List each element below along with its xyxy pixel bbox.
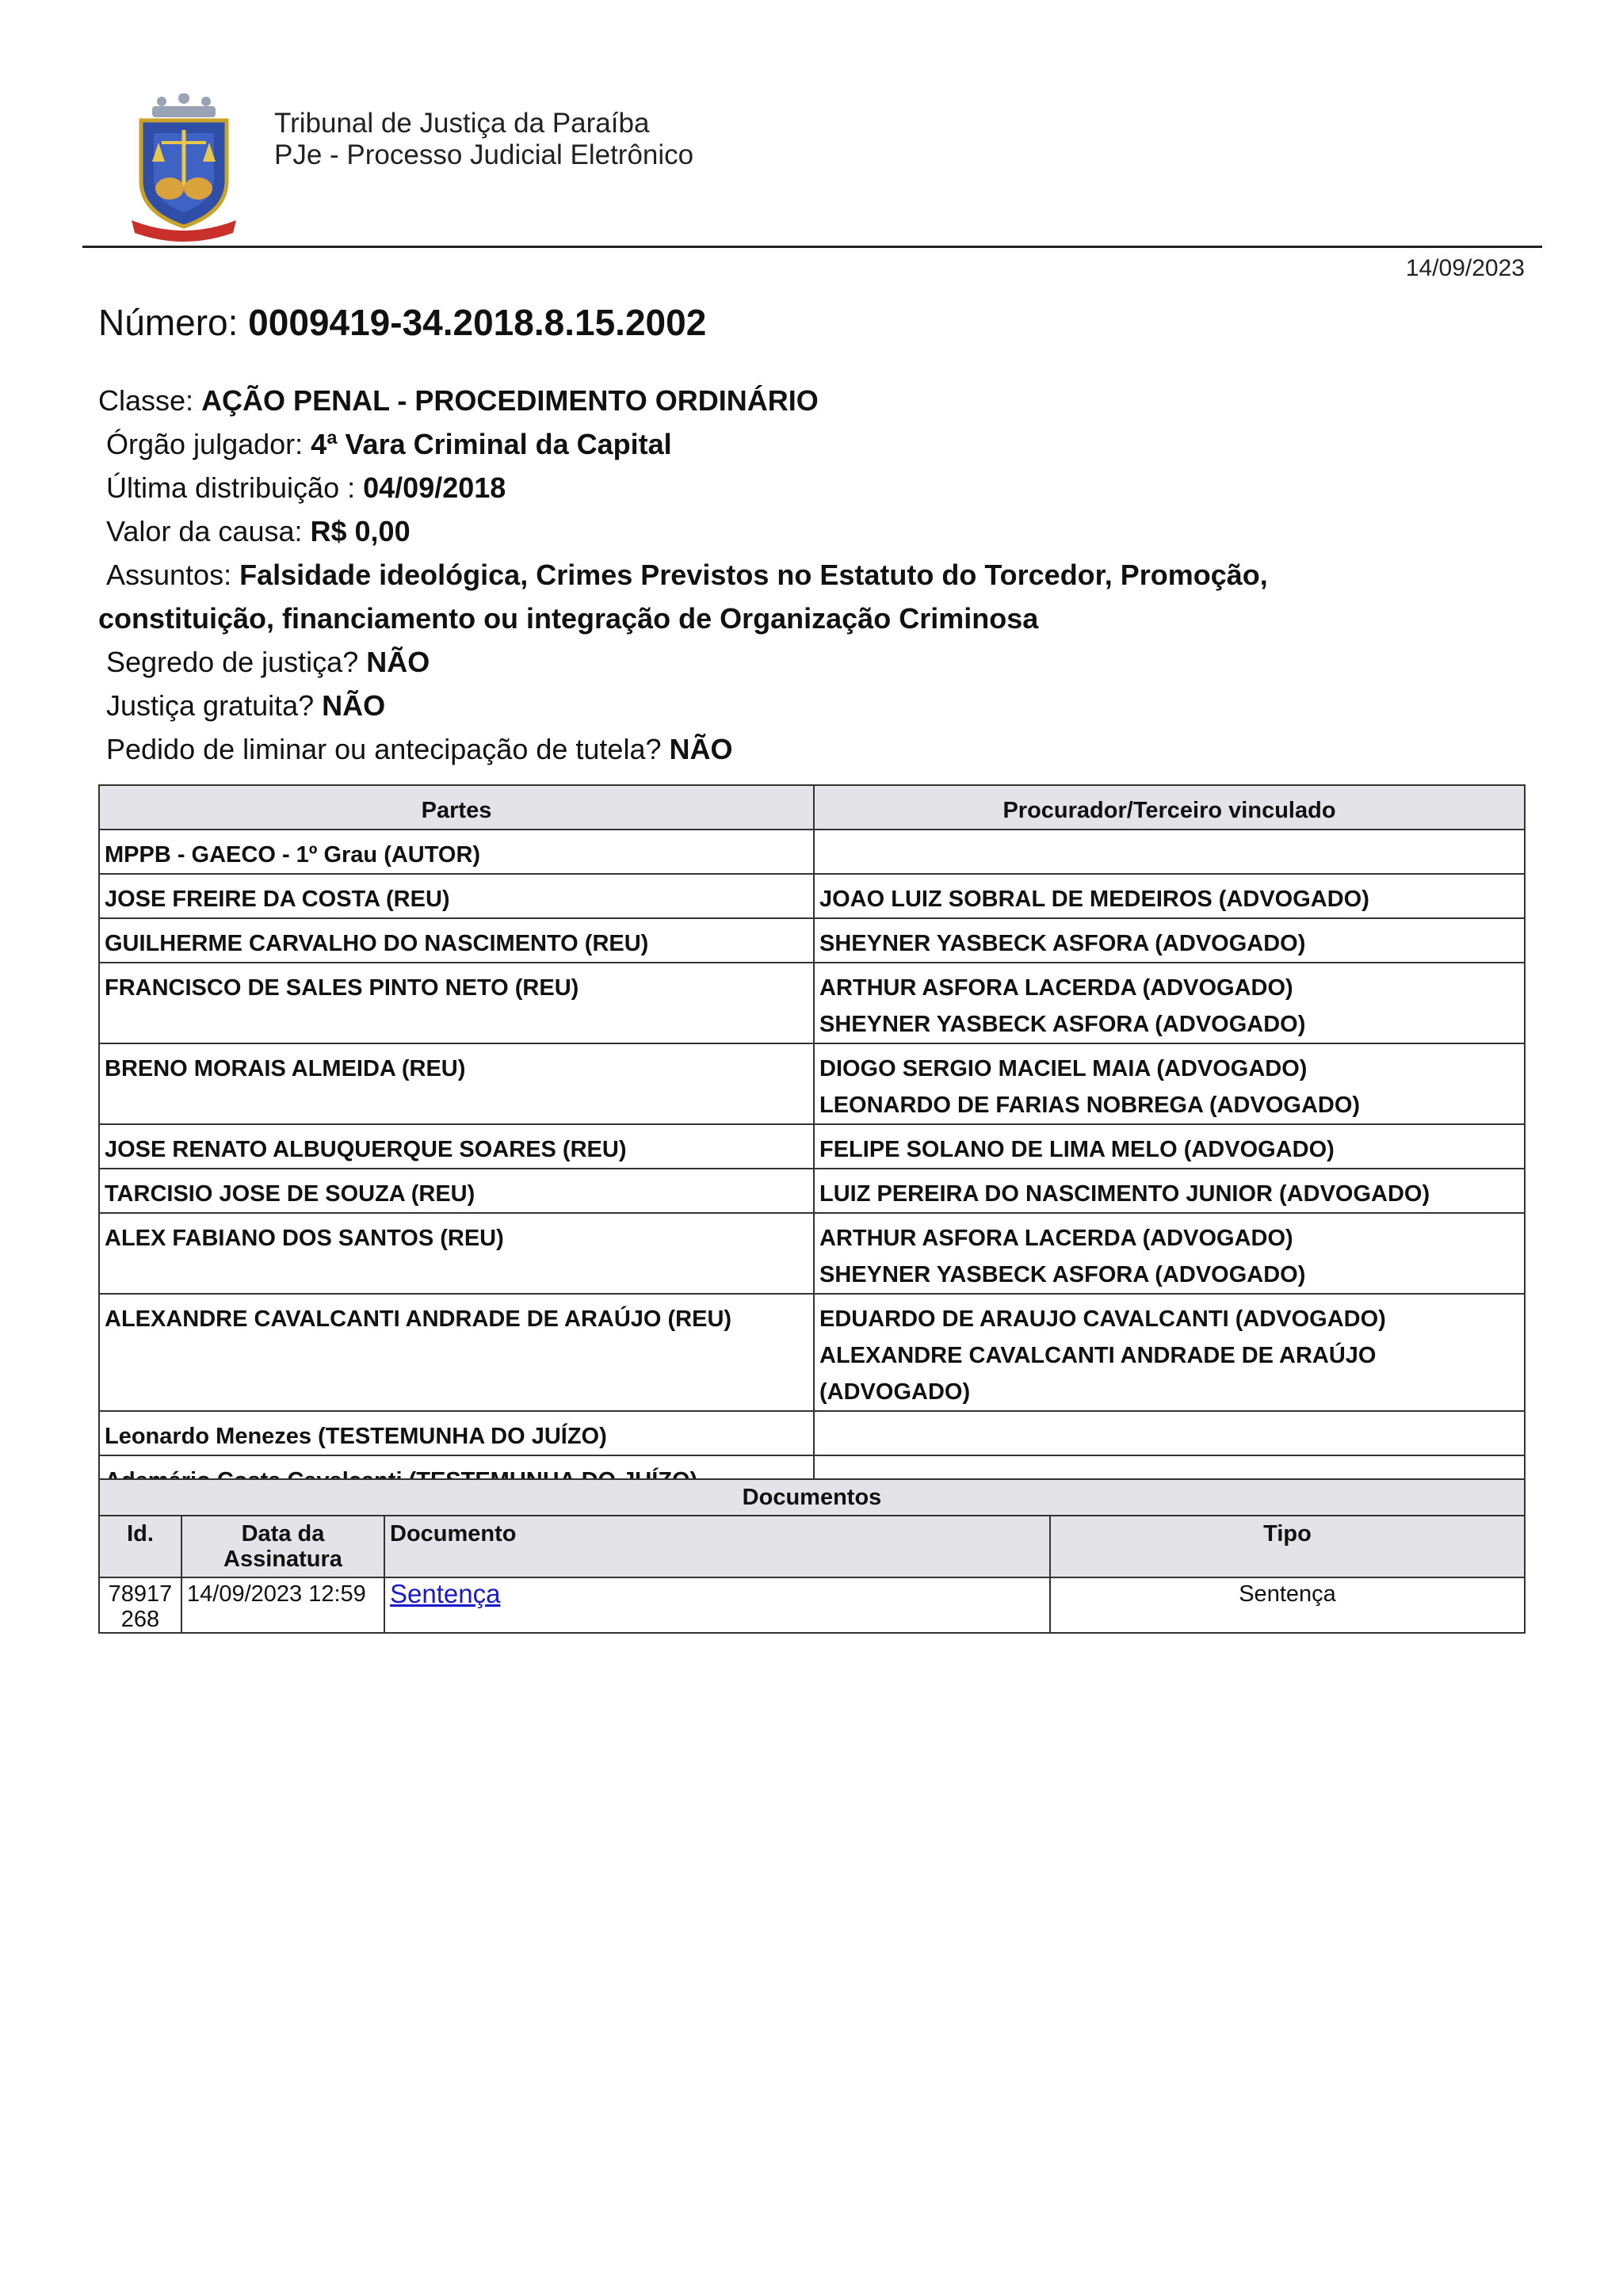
process-number-value: 0009419-34.2018.8.15.2002 <box>248 302 707 343</box>
doc-cell <box>384 1577 1050 1633</box>
lawyer-name: LEONARDO DE FARIAS NOBREGA (ADVOGADO) <box>819 1093 1361 1118</box>
party-reps <box>814 963 1525 1043</box>
header-divider <box>82 246 1542 248</box>
segredo-value: NÃO <box>366 646 430 678</box>
court-crest-icon <box>130 93 238 244</box>
document-header <box>82 93 1542 244</box>
gratuita-label: Justiça gratuita? <box>106 689 315 722</box>
col-date-line2: Assinatura <box>223 1547 342 1572</box>
orgao-row <box>98 422 1525 466</box>
col-partes: Partes <box>99 785 814 830</box>
party-name: TARCISIO JOSE DE SOUZA (REU) <box>99 1169 814 1213</box>
party-name: BRENO MORAIS ALMEIDA (REU) <box>99 1043 814 1124</box>
table-row <box>99 1577 1525 1633</box>
party-name: MPPB - GAECO - 1º Grau (AUTOR) <box>99 830 814 874</box>
lawyer-name: DIOGO SERGIO MACIEL MAIA (ADVOGADO) <box>819 1056 1308 1081</box>
lawyer-name: SHEYNER YASBECK ASFORA (ADVOGADO) <box>819 1012 1306 1037</box>
table-row <box>99 830 1525 874</box>
valor-value: R$ 0,00 <box>310 515 411 547</box>
segredo-row <box>98 640 1525 684</box>
assuntos-label: Assuntos: <box>106 559 232 591</box>
table-row <box>99 1124 1525 1169</box>
party-reps <box>814 830 1525 874</box>
col-id: Id. <box>99 1516 181 1577</box>
party-reps <box>814 918 1525 963</box>
table-row <box>99 1169 1525 1213</box>
party-reps <box>814 1043 1525 1124</box>
classe-row <box>98 379 1525 422</box>
court-name: Tribunal de Justiça da Paraíba <box>274 108 650 139</box>
segredo-label: Segredo de justiça? <box>106 646 359 678</box>
col-tipo: Tipo <box>1050 1516 1525 1577</box>
liminar-label: Pedido de liminar ou antecipação de tutela? <box>106 733 662 765</box>
lawyer-name: SHEYNER YASBECK ASFORA (ADVOGADO) <box>819 1262 1306 1287</box>
table-row <box>99 1294 1525 1411</box>
party-reps <box>814 1294 1525 1411</box>
party-name: FRANCISCO DE SALES PINTO NETO (REU) <box>99 963 814 1043</box>
lawyer-name: ARTHUR ASFORA LACERDA (ADVOGADO) <box>819 1226 1293 1251</box>
party-reps <box>814 1169 1525 1213</box>
lawyer-name: ALEXANDRE CAVALCANTI ANDRADE DE ARAÚJO (ADVOGADO) <box>819 1343 1377 1405</box>
doc-id <box>99 1577 181 1633</box>
assuntos-value-line1: Falsidade ideológica, Crimes Previstos no Estatuto do Torcedor, Promoção, <box>239 559 1268 591</box>
table-row <box>99 1213 1525 1294</box>
gratuita-row <box>98 684 1525 727</box>
party-reps <box>814 1124 1525 1169</box>
process-info <box>98 379 1525 771</box>
doc-id-line1: 78917 <box>108 1581 173 1607</box>
party-name: JOSE FREIRE DA COSTA (REU) <box>99 874 814 918</box>
orgao-value: 4ª Vara Criminal da Capital <box>311 428 672 460</box>
party-reps <box>814 874 1525 918</box>
assuntos-row-continued <box>98 597 1525 640</box>
lawyer-name: ARTHUR ASFORA LACERDA (ADVOGADO) <box>819 975 1293 1001</box>
party-name: GUILHERME CARVALHO DO NASCIMENTO (REU) <box>99 918 814 963</box>
table-row <box>99 963 1525 1043</box>
party-name: Leonardo Menezes (TESTEMUNHA DO JUÍZO) <box>99 1411 814 1455</box>
process-number <box>98 301 706 344</box>
classe-label: Classe: <box>98 384 194 417</box>
document-link[interactable]: Sentença <box>390 1579 501 1608</box>
party-reps <box>814 1213 1525 1294</box>
liminar-row <box>98 727 1525 771</box>
table-row <box>99 1411 1525 1455</box>
distribution-label: Última distribuição : <box>106 471 356 504</box>
lawyer-name: JOAO LUIZ SOBRAL DE MEDEIROS (ADVOGADO) <box>819 887 1369 912</box>
parties-table <box>98 784 1526 1501</box>
process-number-label: Número: <box>98 302 239 343</box>
doc-id-line2: 268 <box>120 1607 160 1632</box>
valor-label: Valor da causa: <box>106 515 303 547</box>
assuntos-value-line2: constituição, financiamento ou integração de Organização Criminosa <box>98 602 1039 635</box>
documents-table <box>98 1478 1526 1634</box>
system-name: PJe - Processo Judicial Eletrônico <box>274 139 694 170</box>
liminar-value: NÃO <box>669 733 733 765</box>
lawyer-name: SHEYNER YASBECK ASFORA (ADVOGADO) <box>819 931 1306 956</box>
orgao-label: Órgão julgador: <box>106 428 304 460</box>
valor-row <box>98 509 1525 553</box>
distribution-row <box>98 466 1525 509</box>
table-row <box>99 1043 1525 1124</box>
party-reps <box>814 1411 1525 1455</box>
col-procurador: Procurador/Terceiro vinculado <box>814 785 1525 830</box>
party-name: ALEX FABIANO DOS SANTOS (REU) <box>99 1213 814 1294</box>
distribution-value: 04/09/2018 <box>363 471 506 504</box>
table-row <box>99 918 1525 963</box>
classe-value: AÇÃO PENAL - PROCEDIMENTO ORDINÁRIO <box>201 384 819 417</box>
doc-date: 14/09/2023 12:59 <box>181 1577 384 1633</box>
table-row <box>99 874 1525 918</box>
col-documento: Documento <box>384 1516 1050 1577</box>
party-name: ALEXANDRE CAVALCANTI ANDRADE DE ARAÚJO (REU) <box>99 1294 814 1411</box>
lawyer-name: LUIZ PEREIRA DO NASCIMENTO JUNIOR (ADVOGADO) <box>819 1181 1430 1207</box>
assuntos-row <box>98 553 1525 597</box>
print-date: 14/09/2023 <box>1405 255 1525 281</box>
party-name: JOSE RENATO ALBUQUERQUE SOARES (REU) <box>99 1124 814 1169</box>
documents-title: Documentos <box>99 1479 1525 1516</box>
lawyer-name: EDUARDO DE ARAUJO CAVALCANTI (ADVOGADO) <box>819 1306 1386 1332</box>
gratuita-value: NÃO <box>322 689 386 722</box>
col-date-line1: Data da <box>241 1521 325 1547</box>
doc-tipo: Sentença <box>1050 1577 1525 1633</box>
lawyer-name: FELIPE SOLANO DE LIMA MELO (ADVOGADO) <box>819 1137 1335 1162</box>
col-date <box>181 1516 384 1577</box>
